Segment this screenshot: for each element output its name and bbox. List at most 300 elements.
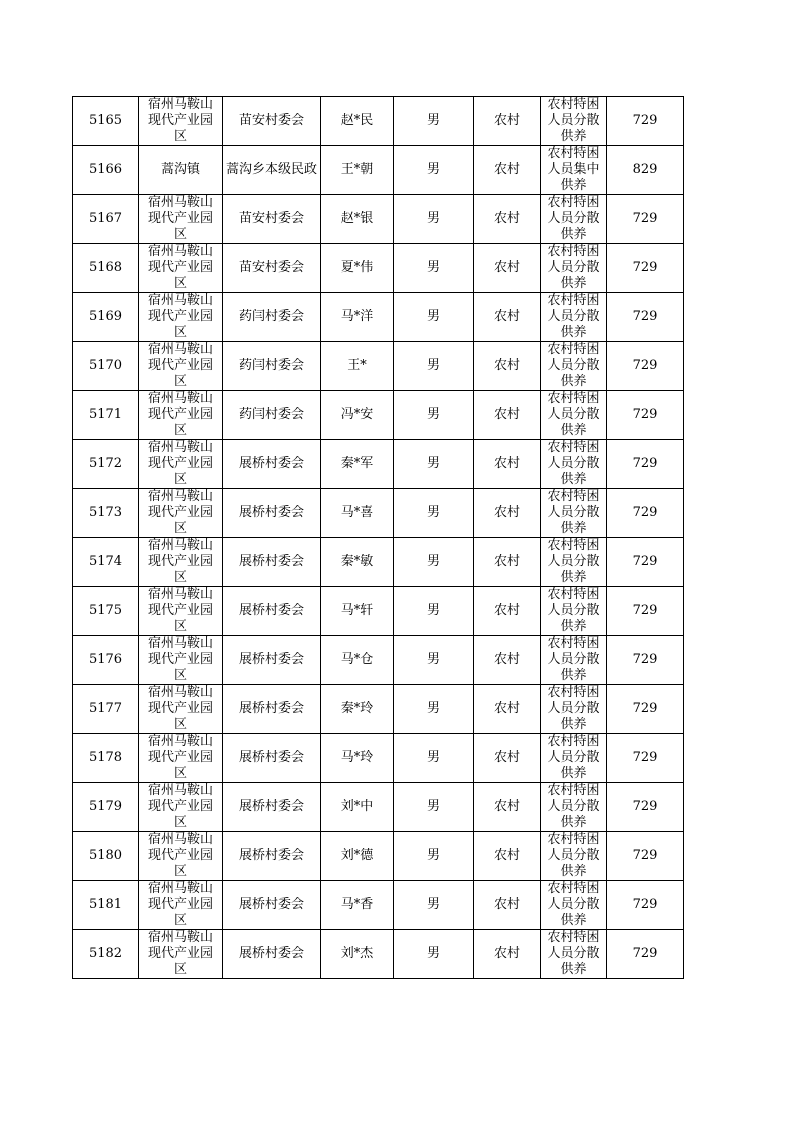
cell-amount-text: 729 (632, 211, 658, 226)
cell-gender-text: 男 (426, 260, 440, 275)
cell-recipient-name-text: 夏*伟 (340, 260, 374, 275)
cell-amount (607, 391, 684, 440)
cell-village-committee-text: 展桥村委会 (238, 652, 304, 667)
cell-town (139, 881, 223, 930)
cell-village-committee-text: 展桥村委会 (238, 750, 304, 765)
cell-serial-number-text: 5173 (88, 505, 123, 520)
cell-amount (607, 636, 684, 685)
table-row (73, 440, 684, 489)
cell-town-text: 宿州马鞍山现代产业园区 (147, 587, 213, 634)
cell-gender (394, 391, 474, 440)
cell-gender-text: 男 (426, 848, 440, 863)
cell-gender (394, 538, 474, 587)
cell-serial-number (73, 685, 139, 734)
cell-gender (394, 293, 474, 342)
cell-recipient-name-text: 马*轩 (340, 603, 374, 618)
cell-amount-text: 729 (632, 358, 658, 373)
cell-village-committee (223, 538, 321, 587)
relief-recipients-table (72, 96, 684, 979)
cell-serial-number-text: 5180 (88, 848, 123, 863)
cell-area-type (474, 391, 541, 440)
cell-town-text: 宿州马鞍山现代产业园区 (147, 832, 213, 879)
table-row (73, 685, 684, 734)
cell-serial-number-text: 5181 (88, 897, 123, 912)
cell-amount-text: 729 (632, 897, 658, 912)
cell-gender (394, 832, 474, 881)
cell-recipient-name (321, 440, 394, 489)
cell-area-type-text: 农村 (493, 554, 520, 569)
cell-town (139, 930, 223, 979)
cell-support-category (541, 636, 607, 685)
cell-town (139, 587, 223, 636)
cell-area-type (474, 342, 541, 391)
cell-amount-text: 729 (632, 701, 658, 716)
cell-recipient-name-text: 秦*军 (340, 456, 374, 471)
cell-town (139, 342, 223, 391)
cell-support-category (541, 195, 607, 244)
cell-support-category (541, 832, 607, 881)
cell-support-category (541, 97, 607, 146)
cell-recipient-name (321, 587, 394, 636)
cell-village-committee-text: 展桥村委会 (238, 946, 304, 961)
cell-recipient-name-text: 赵*民 (340, 113, 374, 128)
cell-town-text: 宿州马鞍山现代产业园区 (147, 440, 213, 487)
cell-serial-number (73, 734, 139, 783)
cell-area-type-text: 农村 (493, 505, 520, 520)
cell-area-type (474, 489, 541, 538)
cell-serial-number-text: 5177 (88, 701, 123, 716)
cell-gender (394, 97, 474, 146)
cell-serial-number (73, 440, 139, 489)
cell-area-type-text: 农村 (493, 358, 520, 373)
table-row (73, 783, 684, 832)
table-row (73, 195, 684, 244)
cell-support-category-text: 农村特困人员分散供养 (547, 293, 600, 340)
cell-recipient-name (321, 685, 394, 734)
cell-town (139, 440, 223, 489)
cell-amount-text: 729 (632, 848, 658, 863)
cell-amount-text: 729 (632, 407, 658, 422)
cell-serial-number-text: 5169 (88, 309, 123, 324)
cell-village-committee (223, 342, 321, 391)
cell-amount-text: 729 (632, 505, 658, 520)
cell-amount (607, 783, 684, 832)
cell-area-type (474, 832, 541, 881)
cell-area-type-text: 农村 (493, 456, 520, 471)
cell-town-text: 宿州马鞍山现代产业园区 (147, 636, 213, 683)
cell-town (139, 783, 223, 832)
cell-village-committee (223, 832, 321, 881)
cell-gender (394, 244, 474, 293)
cell-area-type-text: 农村 (493, 211, 520, 226)
cell-village-committee-text: 苗安村委会 (238, 211, 304, 226)
cell-area-type (474, 734, 541, 783)
cell-area-type-text: 农村 (493, 701, 520, 716)
table-row (73, 97, 684, 146)
cell-serial-number (73, 930, 139, 979)
cell-amount-text: 729 (632, 456, 658, 471)
cell-gender (394, 930, 474, 979)
cell-amount (607, 587, 684, 636)
cell-town (139, 685, 223, 734)
cell-village-committee (223, 293, 321, 342)
table-row (73, 587, 684, 636)
cell-support-category-text: 农村特困人员分散供养 (547, 636, 600, 683)
cell-gender-text: 男 (426, 750, 440, 765)
cell-support-category (541, 293, 607, 342)
cell-town (139, 734, 223, 783)
cell-amount (607, 685, 684, 734)
cell-area-type-text: 农村 (493, 113, 520, 128)
cell-village-committee-text: 展桥村委会 (238, 603, 304, 618)
cell-area-type (474, 685, 541, 734)
cell-support-category (541, 881, 607, 930)
cell-amount (607, 244, 684, 293)
table-row (73, 734, 684, 783)
cell-support-category-text: 农村特困人员分散供养 (547, 244, 600, 291)
cell-gender-text: 男 (426, 162, 440, 177)
cell-serial-number (73, 489, 139, 538)
cell-support-category-text: 农村特困人员分散供养 (547, 881, 600, 928)
cell-area-type (474, 244, 541, 293)
cell-support-category-text: 农村特困人员分散供养 (547, 489, 600, 536)
cell-serial-number (73, 832, 139, 881)
cell-gender-text: 男 (426, 505, 440, 520)
cell-village-committee-text: 展桥村委会 (238, 799, 304, 814)
cell-recipient-name (321, 734, 394, 783)
cell-support-category (541, 342, 607, 391)
cell-recipient-name-text: 马*仓 (340, 652, 374, 667)
cell-area-type-text: 农村 (493, 946, 520, 961)
cell-gender-text: 男 (426, 407, 440, 422)
cell-serial-number (73, 195, 139, 244)
cell-area-type (474, 930, 541, 979)
cell-support-category (541, 734, 607, 783)
cell-serial-number-text: 5178 (88, 750, 123, 765)
cell-recipient-name-text: 马*喜 (340, 505, 374, 520)
cell-support-category (541, 587, 607, 636)
cell-town-text: 宿州马鞍山现代产业园区 (147, 685, 213, 732)
table-row (73, 489, 684, 538)
cell-town (139, 489, 223, 538)
cell-amount (607, 195, 684, 244)
cell-recipient-name (321, 783, 394, 832)
cell-support-category-text: 农村特困人员分散供养 (547, 391, 600, 438)
cell-amount (607, 440, 684, 489)
cell-village-committee (223, 244, 321, 293)
cell-gender-text: 男 (426, 946, 440, 961)
cell-area-type-text: 农村 (493, 309, 520, 324)
cell-serial-number-text: 5172 (88, 456, 123, 471)
cell-recipient-name (321, 489, 394, 538)
cell-village-committee (223, 685, 321, 734)
cell-amount-text: 729 (632, 113, 658, 128)
cell-amount-text: 829 (632, 162, 658, 177)
cell-amount (607, 832, 684, 881)
cell-area-type (474, 587, 541, 636)
cell-town (139, 97, 223, 146)
cell-recipient-name (321, 244, 394, 293)
cell-serial-number-text: 5179 (88, 799, 123, 814)
cell-serial-number-text: 5171 (88, 407, 123, 422)
cell-serial-number (73, 881, 139, 930)
cell-village-committee (223, 195, 321, 244)
cell-amount-text: 729 (632, 309, 658, 324)
cell-amount (607, 734, 684, 783)
cell-area-type (474, 195, 541, 244)
cell-serial-number-text: 5174 (88, 554, 123, 569)
cell-recipient-name-text: 秦*敏 (340, 554, 374, 569)
cell-gender-text: 男 (426, 309, 440, 324)
cell-village-committee (223, 636, 321, 685)
cell-recipient-name-text: 刘*德 (340, 848, 374, 863)
cell-amount (607, 489, 684, 538)
cell-town-text: 宿州马鞍山现代产业园区 (147, 881, 213, 928)
cell-village-committee-text: 药闫村委会 (238, 407, 304, 422)
cell-recipient-name-text: 刘*杰 (340, 946, 374, 961)
cell-town (139, 832, 223, 881)
cell-village-committee (223, 440, 321, 489)
cell-recipient-name (321, 146, 394, 195)
cell-gender-text: 男 (426, 897, 440, 912)
cell-gender-text: 男 (426, 358, 440, 373)
cell-gender-text: 男 (426, 652, 440, 667)
cell-village-committee-text: 展桥村委会 (238, 505, 304, 520)
cell-village-committee-text: 展桥村委会 (238, 848, 304, 863)
cell-serial-number (73, 342, 139, 391)
cell-support-category-text: 农村特困人员分散供养 (547, 195, 600, 242)
cell-gender (394, 734, 474, 783)
cell-amount-text: 729 (632, 652, 658, 667)
cell-village-committee (223, 734, 321, 783)
cell-town-text: 宿州马鞍山现代产业园区 (147, 489, 213, 536)
cell-village-committee (223, 881, 321, 930)
cell-amount (607, 97, 684, 146)
cell-support-category (541, 783, 607, 832)
cell-recipient-name-text: 王* (347, 358, 367, 373)
cell-area-type-text: 农村 (493, 603, 520, 618)
cell-support-category-text: 农村特困人员分散供养 (547, 783, 600, 830)
cell-gender (394, 685, 474, 734)
cell-support-category-text: 农村特困人员分散供养 (547, 342, 600, 389)
cell-gender-text: 男 (426, 554, 440, 569)
cell-village-committee (223, 146, 321, 195)
cell-support-category-text: 农村特困人员分散供养 (547, 685, 600, 732)
cell-village-committee-text: 苗安村委会 (238, 113, 304, 128)
cell-town-text: 宿州马鞍山现代产业园区 (147, 244, 213, 291)
cell-village-committee (223, 930, 321, 979)
cell-village-committee (223, 489, 321, 538)
cell-amount-text: 729 (632, 946, 658, 961)
cell-village-committee-text: 蒿沟乡本级民政 (226, 162, 318, 177)
table-row (73, 244, 684, 293)
cell-gender (394, 440, 474, 489)
cell-serial-number-text: 5166 (88, 162, 123, 177)
cell-amount-text: 729 (632, 799, 658, 814)
cell-area-type-text: 农村 (493, 652, 520, 667)
cell-village-committee (223, 783, 321, 832)
cell-serial-number-text: 5168 (88, 260, 123, 275)
cell-serial-number-text: 5170 (88, 358, 123, 373)
cell-area-type (474, 440, 541, 489)
cell-support-category-text: 农村特困人员分散供养 (547, 832, 600, 879)
cell-support-category-text: 农村特困人员分散供养 (547, 440, 600, 487)
cell-town-text: 蒿沟镇 (160, 162, 200, 177)
cell-village-committee-text: 展桥村委会 (238, 701, 304, 716)
cell-town-text: 宿州马鞍山现代产业园区 (147, 391, 213, 438)
cell-recipient-name (321, 195, 394, 244)
cell-village-committee (223, 391, 321, 440)
table-row (73, 342, 684, 391)
cell-serial-number (73, 391, 139, 440)
cell-recipient-name-text: 刘*中 (340, 799, 374, 814)
cell-gender (394, 195, 474, 244)
cell-amount (607, 930, 684, 979)
cell-support-category (541, 391, 607, 440)
cell-area-type-text: 农村 (493, 848, 520, 863)
cell-support-category-text: 农村特困人员分散供养 (547, 587, 600, 634)
cell-town-text: 宿州马鞍山现代产业园区 (147, 195, 213, 242)
table-row (73, 636, 684, 685)
cell-town (139, 636, 223, 685)
cell-town (139, 146, 223, 195)
cell-town-text: 宿州马鞍山现代产业园区 (147, 930, 213, 977)
cell-town-text: 宿州马鞍山现代产业园区 (147, 342, 213, 389)
cell-recipient-name (321, 97, 394, 146)
cell-serial-number (73, 636, 139, 685)
cell-amount (607, 538, 684, 587)
cell-serial-number (73, 146, 139, 195)
cell-town (139, 195, 223, 244)
cell-area-type-text: 农村 (493, 750, 520, 765)
cell-support-category-text: 农村特困人员分散供养 (547, 734, 600, 781)
cell-support-category (541, 685, 607, 734)
cell-area-type (474, 538, 541, 587)
cell-amount (607, 293, 684, 342)
cell-area-type-text: 农村 (493, 897, 520, 912)
cell-amount-text: 729 (632, 554, 658, 569)
cell-recipient-name-text: 冯*安 (340, 407, 374, 422)
cell-village-committee-text: 展桥村委会 (238, 897, 304, 912)
cell-serial-number-text: 5176 (88, 652, 123, 667)
cell-recipient-name (321, 636, 394, 685)
cell-village-committee-text: 展桥村委会 (238, 456, 304, 471)
table-row (73, 832, 684, 881)
cell-gender (394, 489, 474, 538)
table-row (73, 930, 684, 979)
cell-gender-text: 男 (426, 701, 440, 716)
cell-support-category-text: 农村特困人员分散供养 (547, 538, 600, 585)
cell-recipient-name-text: 马*香 (340, 897, 374, 912)
cell-serial-number-text: 5182 (88, 946, 123, 961)
cell-recipient-name (321, 293, 394, 342)
cell-support-category-text: 农村特困人员分散供养 (547, 97, 600, 144)
cell-village-committee-text: 药闫村委会 (238, 309, 304, 324)
cell-support-category (541, 146, 607, 195)
cell-gender-text: 男 (426, 603, 440, 618)
cell-serial-number-text: 5175 (88, 603, 123, 618)
cell-serial-number (73, 587, 139, 636)
cell-serial-number (73, 293, 139, 342)
cell-recipient-name (321, 391, 394, 440)
cell-town-text: 宿州马鞍山现代产业园区 (147, 538, 213, 585)
cell-recipient-name-text: 王*朝 (340, 162, 374, 177)
cell-town (139, 244, 223, 293)
cell-gender (394, 587, 474, 636)
cell-recipient-name-text: 秦*玲 (340, 701, 374, 716)
cell-area-type (474, 97, 541, 146)
cell-serial-number (73, 783, 139, 832)
cell-area-type (474, 146, 541, 195)
table-row (73, 538, 684, 587)
cell-area-type-text: 农村 (493, 799, 520, 814)
cell-gender-text: 男 (426, 456, 440, 471)
cell-recipient-name-text: 赵*银 (340, 211, 374, 226)
cell-village-committee-text: 展桥村委会 (238, 554, 304, 569)
cell-area-type (474, 636, 541, 685)
cell-support-category (541, 930, 607, 979)
table-row (73, 293, 684, 342)
table-body (73, 97, 684, 979)
cell-town-text: 宿州马鞍山现代产业园区 (147, 734, 213, 781)
cell-serial-number-text: 5165 (88, 113, 123, 128)
cell-gender-text: 男 (426, 799, 440, 814)
cell-amount-text: 729 (632, 750, 658, 765)
cell-recipient-name (321, 538, 394, 587)
cell-recipient-name (321, 881, 394, 930)
cell-serial-number (73, 97, 139, 146)
cell-village-committee-text: 苗安村委会 (238, 260, 304, 275)
cell-amount-text: 729 (632, 260, 658, 275)
cell-area-type-text: 农村 (493, 407, 520, 422)
cell-support-category (541, 538, 607, 587)
cell-gender (394, 146, 474, 195)
cell-town-text: 宿州马鞍山现代产业园区 (147, 783, 213, 830)
cell-area-type (474, 783, 541, 832)
cell-area-type-text: 农村 (493, 260, 520, 275)
cell-town-text: 宿州马鞍山现代产业园区 (147, 97, 213, 144)
cell-town (139, 538, 223, 587)
cell-recipient-name-text: 马*玲 (340, 750, 374, 765)
cell-serial-number (73, 244, 139, 293)
cell-support-category (541, 489, 607, 538)
cell-support-category (541, 244, 607, 293)
cell-village-committee (223, 97, 321, 146)
cell-gender-text: 男 (426, 211, 440, 226)
cell-recipient-name (321, 832, 394, 881)
cell-gender (394, 881, 474, 930)
cell-support-category (541, 440, 607, 489)
table-row (73, 146, 684, 195)
cell-town-text: 宿州马鞍山现代产业园区 (147, 293, 213, 340)
cell-recipient-name (321, 342, 394, 391)
cell-recipient-name-text: 马*洋 (340, 309, 374, 324)
cell-gender (394, 342, 474, 391)
cell-serial-number-text: 5167 (88, 211, 123, 226)
cell-area-type (474, 881, 541, 930)
cell-gender (394, 783, 474, 832)
cell-area-type (474, 293, 541, 342)
cell-area-type-text: 农村 (493, 162, 520, 177)
cell-village-committee-text: 药闫村委会 (238, 358, 304, 373)
cell-amount (607, 881, 684, 930)
cell-village-committee (223, 587, 321, 636)
cell-serial-number (73, 538, 139, 587)
cell-amount-text: 729 (632, 603, 658, 618)
table-row (73, 391, 684, 440)
cell-town (139, 293, 223, 342)
cell-gender (394, 636, 474, 685)
